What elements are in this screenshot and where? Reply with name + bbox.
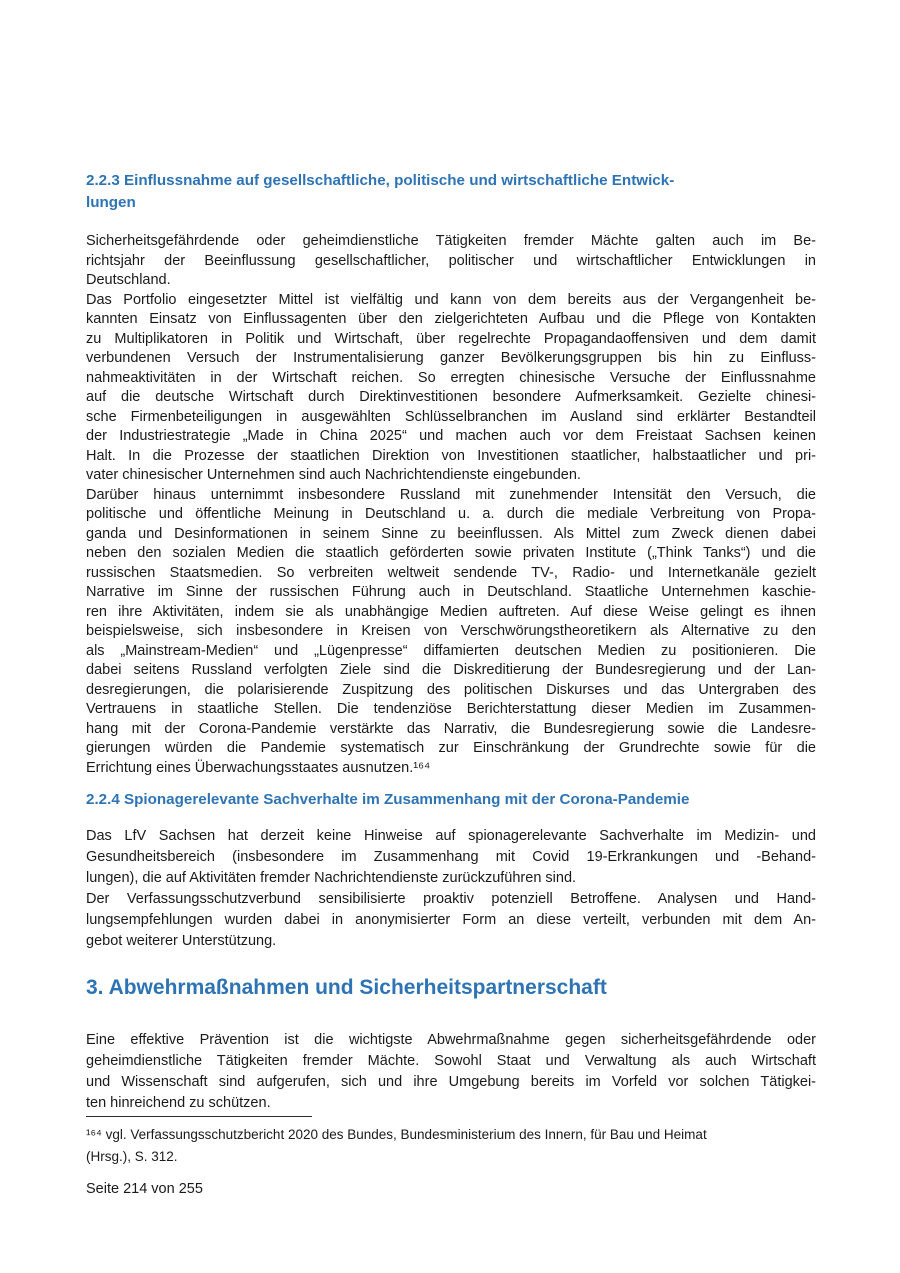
- paragraph-with-footnote-ref: [86, 486, 816, 779]
- text-line: Deutschland.: [86, 272, 171, 288]
- text-line: lungen: [86, 193, 136, 211]
- text-line: Halt. In die Prozesse der staatlichen Direktion von Investitionen staatlicher, halbstaatlicher und pri-: [86, 447, 816, 464]
- text-line: ¹⁶⁴ vgl. Verfassungsschutzbericht 2020 des Bundes, Bundesministerium des Innern, für Bau und Heimat: [86, 1127, 707, 1142]
- text-line: und Wissenschaft sind aufgerufen, sich und ihre Umgebung bereits im Vorfeld vor solchen Tätigkei-: [86, 1074, 816, 1090]
- text-line: Darüber hinaus unternimmt insbesondere Russland mit zunehmender Intensität den Versuch, die: [86, 486, 816, 503]
- text-line: russischen Staatsmedien. So verbreiten weltweit sendende TV-, Radio- und Internetkanäle gezielt: [86, 564, 816, 581]
- text-line: Gesundheitsbereich (insbesondere im Zusammenhang mit Covid 19-Erkrankungen und -Behand-: [86, 849, 816, 865]
- text-line: dabei seitens Russland verfolgten Ziele sind die Diskreditierung der Bundesregierung und der Lan-: [86, 662, 816, 678]
- text-line: (Hrsg.), S. 312.: [86, 1148, 178, 1164]
- footnote-164: [86, 1124, 816, 1167]
- paragraph: [86, 232, 816, 291]
- text-line: 2.2.3 Einflussnahme auf gesellschaftliche, politische und wirtschaftliche Entwick-: [86, 172, 675, 189]
- section-3-body: [86, 1030, 816, 1114]
- text-line: Errichtung eines Überwachungsstaates ausnutzen.¹⁶⁴: [86, 759, 431, 776]
- text-line: Der Verfassungsschutzverbund sensibilisierte proaktiv potenziell Betroffene. Analysen und Hand-: [86, 891, 816, 907]
- text-line: vater chinesischer Unternehmen sind auch Nachrichtendienste eingebunden.: [86, 467, 581, 483]
- footnote-separator-rule: [86, 1116, 312, 1117]
- paragraph: [86, 826, 816, 889]
- paragraph: [86, 889, 816, 952]
- text-line: Sicherheitsgefährdende oder geheimdienstliche Tätigkeiten fremder Mächte galten auch im Be-: [86, 233, 816, 249]
- heading-2-2-3: [86, 170, 816, 213]
- text-line: lungen), die auf Aktivitäten fremder Nachrichtendienste zurückzuführen sind.: [86, 870, 577, 886]
- heading-2-2-4-text: 2.2.4 Spionagerelevante Sachverhalte im Zusammenhang mit der Corona-Pandemie: [86, 791, 690, 808]
- heading-3: 3. Abwehrmaßnahmen und Sicherheitspartnerschaft: [86, 976, 607, 999]
- text-line: Das Portfolio eingesetzter Mittel ist vielfältig und kann von dem bereits aus der Vergangenheit be-: [86, 291, 816, 308]
- text-line: kannten Einsatz von Einflussagenten über den zielgerichteten Aufbau und die Pflege von Kontakten: [86, 311, 816, 327]
- section-2-2-4-body: [86, 826, 816, 952]
- text-line: geheimdienstliche Tätigkeiten fremder Mächte. Sowohl Staat und Verwaltung als auch Wirtschaft: [86, 1053, 816, 1069]
- page-number-footer: Seite 214 von 255: [86, 1181, 203, 1197]
- paragraph: [86, 291, 816, 486]
- paragraph: [86, 1030, 816, 1114]
- text-line: neben den sozialen Medien die staatlich geförderten sowie privaten Institute („Think Tanks“) und die: [86, 545, 816, 561]
- text-line: beispielsweise, sich insbesondere in Kreisen von Verschwörungstheoretikern als Alternative zu den: [86, 623, 816, 639]
- text-line: ganda und Desinformationen in seinem Sinne zu beeinflussen. Als Mittel zum Zweck dienen dabei: [86, 525, 816, 542]
- text-line: Eine effektive Prävention ist die wichtigste Abwehrmaßnahme gegen sicherheitsgefährdende oder: [86, 1032, 816, 1048]
- text-line: gierungen würden die Pandemie systematisch zur Einschränkung der Grundrechte sowie für die: [86, 740, 816, 756]
- text-line: desregierungen, die polarisierende Zuspitzung des politischen Diskurses und das Untergraben des: [86, 681, 816, 698]
- text-line: hang mit der Corona-Pandemie verstärkte das Narrativ, die Bundesregierung sowie die Landesre-: [86, 720, 816, 737]
- text-line: als „Mainstream-Medien“ und „Lügenpresse“ diffamierten deutschen Medien zu positionieren. Die: [86, 642, 816, 659]
- section-2-2-3-body: [86, 232, 816, 778]
- text-line: gebot weiterer Unterstützung.: [86, 933, 277, 949]
- text-line: sche Firmenbeteiligungen in ausgewählten Schlüsselbranchen im Ausland sind erklärter Bestandteil: [86, 408, 816, 425]
- text-line: auf die deutsche Wirtschaft durch Direktinvestitionen besondere Aufmerksamkeit. Gezielte chinesi-: [86, 389, 816, 405]
- text-line: der Industriestrategie „Made in China 2025“ und machen auch vor dem Freistaat Sachsen keinen: [86, 428, 816, 444]
- text-line: politische und öffentliche Meinung in Deutschland u. a. durch die mediale Verbreitung von Propa-: [86, 506, 816, 522]
- text-line: Vertrauens in staatliche Stellen. Die tendenziöse Berichterstattung dieser Medien im Zusammen-: [86, 701, 816, 717]
- text-line: Das LfV Sachsen hat derzeit keine Hinweise auf spionagerelevante Sachverhalte im Medizin- und: [86, 828, 816, 844]
- heading-2-2-4: [86, 789, 816, 811]
- text-line: verbundenen Versuch der Instrumentalisierung ganzer Bevölkerungsgruppen bis hin zu Einfluss-: [86, 350, 816, 366]
- text-line: Narrative im Sinne der russischen Führung auch in Deutschland. Staatliche Unternehmen kaschie-: [86, 584, 816, 600]
- text-line: ren ihre Aktivitäten, indem sie als unabhängige Medien auftreten. Auf diese Weise gelingt es ihnen: [86, 603, 816, 620]
- text-line: zu Multiplikatoren in Politik und Wirtschaft, über regelrechte Propagandaoffensiven und dem damit: [86, 330, 816, 347]
- text-line: ten hinreichend zu schützen.: [86, 1095, 271, 1111]
- text-line: richtsjahr der Beeinflussung gesellschaftlicher, politischer und wirtschaftlicher Entwicklungen in: [86, 252, 816, 269]
- text-line: nahmeaktivitäten in der Wirtschaft reichen. So erregten chinesische Versuche der Einflussnahme: [86, 369, 816, 386]
- text-line: lungsempfehlungen wurden dabei in anonymisierter Form an diese verteilt, verbunden mit dem An-: [86, 912, 816, 928]
